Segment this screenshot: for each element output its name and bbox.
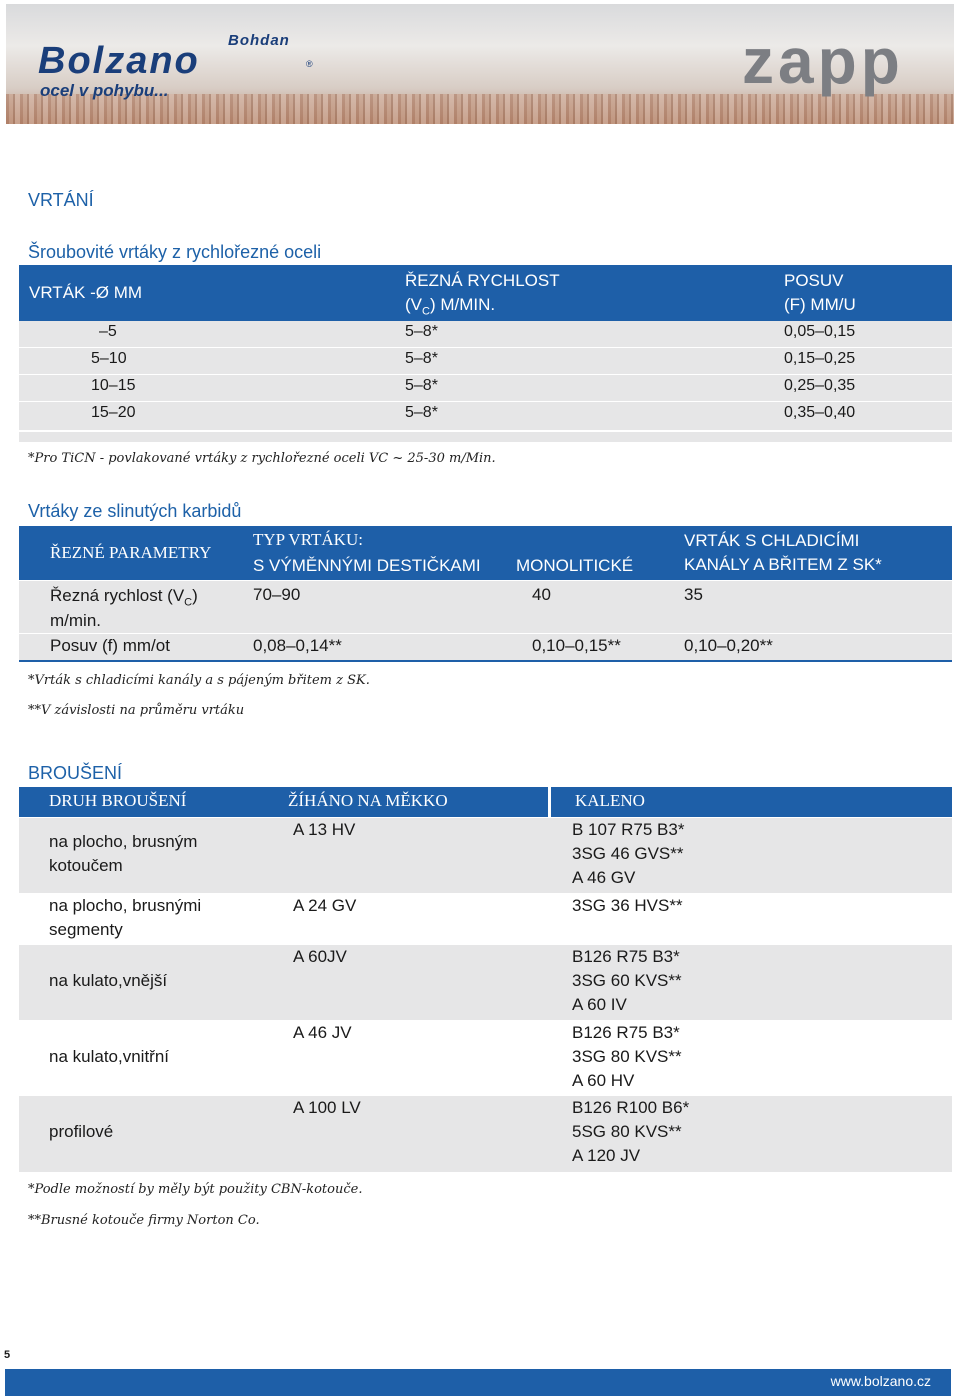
- cell-hardened: A 60 HV: [572, 1071, 635, 1090]
- col-header-speed: ŘEZNÁ RYCHLOST: [405, 271, 560, 290]
- carbide-table-header: [19, 526, 952, 580]
- hss-title: Šroubovité vrtáky z rychlořezné oceli: [28, 242, 322, 262]
- col-header-feed: POSUV: [784, 271, 844, 290]
- grinding-table-header: [19, 787, 952, 817]
- cell-annealed: A 13 HV: [293, 820, 356, 839]
- cell-feed: 0,05–0,15: [784, 323, 856, 340]
- cell-hardened: 3SG 60 KVS**: [572, 971, 682, 990]
- cell-hardened: 3SG 80 KVS**: [572, 1047, 682, 1066]
- carbide-title: Vrtáky ze slinutých karbidů: [28, 501, 242, 521]
- table-row: [19, 402, 952, 430]
- col-header-params: ŘEZNÉ PARAMETRY: [50, 543, 212, 562]
- cell-hardened: 5SG 80 KVS**: [572, 1122, 682, 1141]
- cell-hardened: B 107 R75 B3*: [572, 820, 685, 839]
- table-row: [19, 348, 952, 374]
- col-header-diameter: VRTÁK -Ø MM: [29, 283, 143, 302]
- cell-diameter: 5–10: [91, 350, 127, 367]
- cell-hardened: A 120 JV: [572, 1146, 641, 1165]
- table-row: [19, 321, 952, 347]
- row-label-feed: Posuv (f) mm/ot: [50, 636, 170, 655]
- cell-grinding-type: na plocho, brusnými: [49, 896, 202, 915]
- table-divider: [19, 660, 952, 662]
- carbide-footnote-1: *Vrták s chladicími kanály a s pájeným břitem z SK.: [28, 673, 370, 688]
- cell-hardened: 3SG 46 GVS**: [572, 844, 684, 863]
- cell-speed: 5–8*: [405, 404, 438, 421]
- hss-table-header: [19, 265, 952, 321]
- row-label-speed: Řezná rychlost $(V_C)$: [50, 586, 198, 609]
- cell-hardened: B126 R75 B3*: [572, 947, 680, 966]
- cell-annealed: A 100 LV: [293, 1098, 361, 1117]
- col-header-coolant-1: VRTÁK S CHLADICÍMI: [684, 531, 860, 550]
- cell-annealed: A 24 GV: [293, 896, 357, 915]
- col-header-hardened: KALENO: [575, 791, 645, 810]
- table-row: [19, 375, 952, 401]
- col-header-speed-unit: $(V_C)$ M/MIN.: [405, 295, 496, 318]
- col-header-coolant-2: KANÁLY A BŘITEM Z SK*: [684, 555, 882, 574]
- cell-grinding-type: kotoučem: [49, 856, 123, 875]
- col-header-type: TYP VRTÁKU:: [253, 530, 363, 549]
- cell-speed: 5–8*: [405, 350, 438, 367]
- page-number: 5: [4, 1349, 11, 1361]
- cell-monolithic: 40: [532, 585, 551, 604]
- carbide-footnote-2: **V závislosti na průměru vrtáku: [28, 703, 245, 718]
- table-row: [19, 581, 952, 633]
- section-title-drilling: VRTÁNÍ: [28, 190, 94, 210]
- cell-grinding-type: na plocho, brusným: [49, 832, 198, 851]
- hss-footnote: *Pro TiCN - povlakované vrtáky z rychlořezné oceli VC ~ 25-30 m/Min.: [28, 451, 496, 466]
- cell-hardened: A 60 IV: [572, 995, 627, 1014]
- section-title-grinding: BROUŠENÍ: [28, 763, 123, 783]
- cell-diameter: –5: [99, 323, 117, 340]
- brand-small-text: Bohdan: [228, 32, 290, 49]
- table-row: [19, 945, 952, 1020]
- cell-feed: 0,15–0,25: [784, 350, 856, 367]
- registered-mark: ®: [306, 59, 313, 69]
- table-row: [19, 818, 952, 893]
- cell-grinding-type: na kulato,vnější: [49, 971, 168, 990]
- brand-logo: Bolzano: [38, 40, 200, 82]
- table-row: [19, 1096, 952, 1172]
- table-bottom-band: [19, 432, 952, 442]
- grinding-footnote-1: *Podle možností by měly být použity CBN-kotouče.: [28, 1182, 363, 1197]
- col-header-indexable: S VÝMĚNNÝMI DESTIČKAMI: [253, 556, 481, 575]
- cell-indexable: 0,08–0,14**: [253, 636, 342, 655]
- partner-logo: zapp: [742, 25, 904, 97]
- header-separator: [548, 787, 551, 817]
- cell-grinding-type: na kulato,vnitřní: [49, 1047, 170, 1066]
- col-header-feed-unit: (F) MM/U: [784, 295, 856, 314]
- cell-hardened: B126 R100 B6*: [572, 1098, 690, 1117]
- cell-coolant: 35: [684, 585, 703, 604]
- cell-hardened: A 46 GV: [572, 868, 636, 887]
- cell-diameter: 10–15: [91, 377, 136, 394]
- cell-annealed: A 60JV: [293, 947, 347, 966]
- cell-annealed: A 46 JV: [293, 1023, 352, 1042]
- website-link[interactable]: www.bolzano.cz: [830, 1373, 931, 1389]
- footer-bar: [5, 1369, 951, 1396]
- cell-feed: 0,25–0,35: [784, 377, 856, 394]
- cell-feed: 0,35–0,40: [784, 404, 856, 421]
- col-header-monolithic: MONOLITICKÉ: [516, 556, 634, 575]
- cell-hardened: B126 R75 B3*: [572, 1023, 680, 1042]
- row-label-speed-unit: m/min.: [50, 611, 101, 630]
- table-row: [19, 1021, 952, 1096]
- cell-speed: 5–8*: [405, 323, 438, 340]
- table-row: [19, 634, 952, 660]
- brand-tagline: ocel v pohybu...: [40, 81, 169, 100]
- cell-grinding-type: segmenty: [49, 920, 123, 939]
- col-header-annealed: ŽÍHÁNO NA MĚKKO: [288, 791, 448, 810]
- cell-speed: 5–8*: [405, 377, 438, 394]
- table-row: [19, 894, 952, 945]
- col-header-grinding-type: DRUH BROUŠENÍ: [49, 791, 187, 810]
- grinding-footnote-2: **Brusné kotouče firmy Norton Co.: [28, 1213, 260, 1228]
- cell-grinding-type: profilové: [49, 1122, 114, 1141]
- cell-monolithic: 0,10–0,15**: [532, 636, 621, 655]
- cell-diameter: 15–20: [91, 404, 136, 421]
- cell-indexable: 70–90: [253, 585, 301, 604]
- cell-coolant: 0,10–0,20**: [684, 636, 773, 655]
- cell-hardened: 3SG 36 HVS**: [572, 896, 683, 915]
- header-banner: [6, 4, 954, 124]
